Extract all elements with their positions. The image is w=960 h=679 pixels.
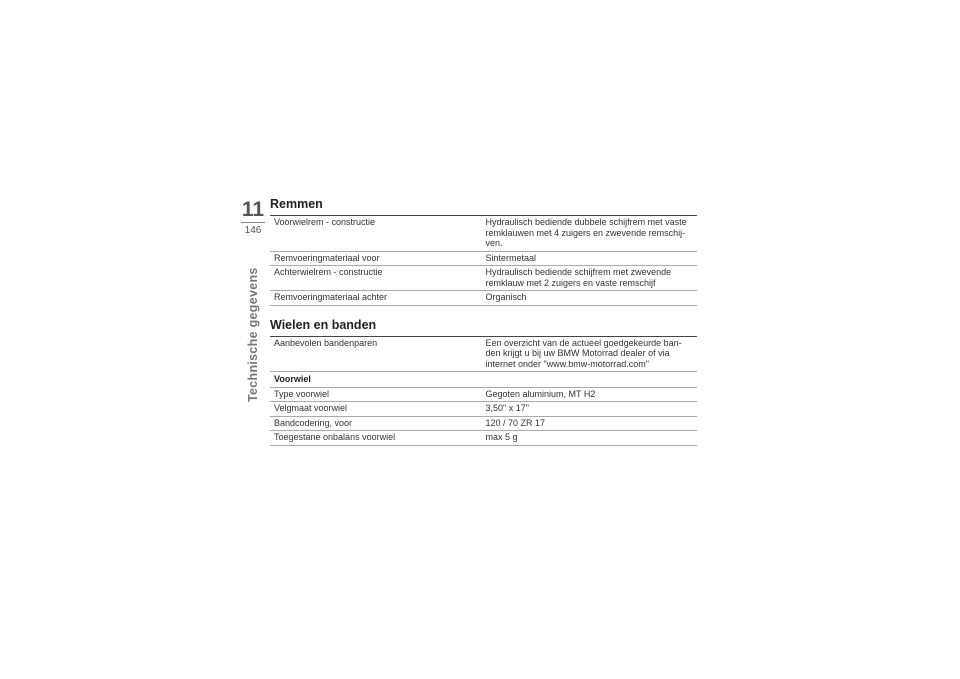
table-row xyxy=(270,336,697,372)
row-value: Een overzicht van de actueel goedgekeurde ban-den krijgt u bij uw BMW Motorrad dealer of via internet onder "www.bmw-motorrad.com" xyxy=(484,336,698,372)
row-label: Voorwielrem - constructie xyxy=(270,216,484,252)
table-row xyxy=(270,216,697,252)
row-value: max 5 g xyxy=(484,431,698,446)
section-heading-wielen: Wielen en banden xyxy=(270,317,377,332)
row-value: Organisch xyxy=(484,291,698,306)
page-content xyxy=(270,196,697,446)
table-row xyxy=(270,291,697,306)
chapter-rule xyxy=(241,222,265,223)
chapter-side-title: Technische gegevens xyxy=(246,267,260,402)
table-row xyxy=(270,431,697,446)
row-label: Velgmaat voorwiel xyxy=(270,402,484,417)
table-row xyxy=(270,402,697,417)
row-value: Sintermetaal xyxy=(484,251,698,266)
table-row xyxy=(270,387,697,402)
row-label: Toegestane onbalans voorwiel xyxy=(270,431,484,446)
row-value: Hydraulisch bediende dubbele schijfrem met vaste remklauwen met 4 zuigers en zwevende remschij-ven. xyxy=(484,216,698,252)
table-section-row xyxy=(270,372,697,388)
row-value: Gegoten aluminium, MT H2 xyxy=(484,387,698,402)
row-label: Remvoeringmateriaal voor xyxy=(270,251,484,266)
row-label: Remvoeringmateriaal achter xyxy=(270,291,484,306)
row-label: Bandcodering, voor xyxy=(270,416,484,431)
section-heading-remmen: Remmen xyxy=(270,197,323,211)
wielen-table xyxy=(270,336,697,446)
row-label: Aanbevolen bandenparen xyxy=(270,336,484,372)
table-row xyxy=(270,251,697,266)
row-label: Achterwielrem - constructie xyxy=(270,266,484,291)
page-number: 146 xyxy=(244,225,262,236)
section-label-voorwiel: Voorwiel xyxy=(270,372,697,388)
chapter-number: 11 xyxy=(241,198,265,221)
row-value: 3,50" x 17" xyxy=(484,402,698,417)
remmen-table xyxy=(270,215,697,306)
row-label: Type voorwiel xyxy=(270,387,484,402)
table-row xyxy=(270,416,697,431)
row-value: Hydraulisch bediende schijfrem met zwevende remklauw met 2 zuigers en vaste remschijf xyxy=(484,266,698,291)
table-row xyxy=(270,266,697,291)
row-value: 120 / 70 ZR 17 xyxy=(484,416,698,431)
